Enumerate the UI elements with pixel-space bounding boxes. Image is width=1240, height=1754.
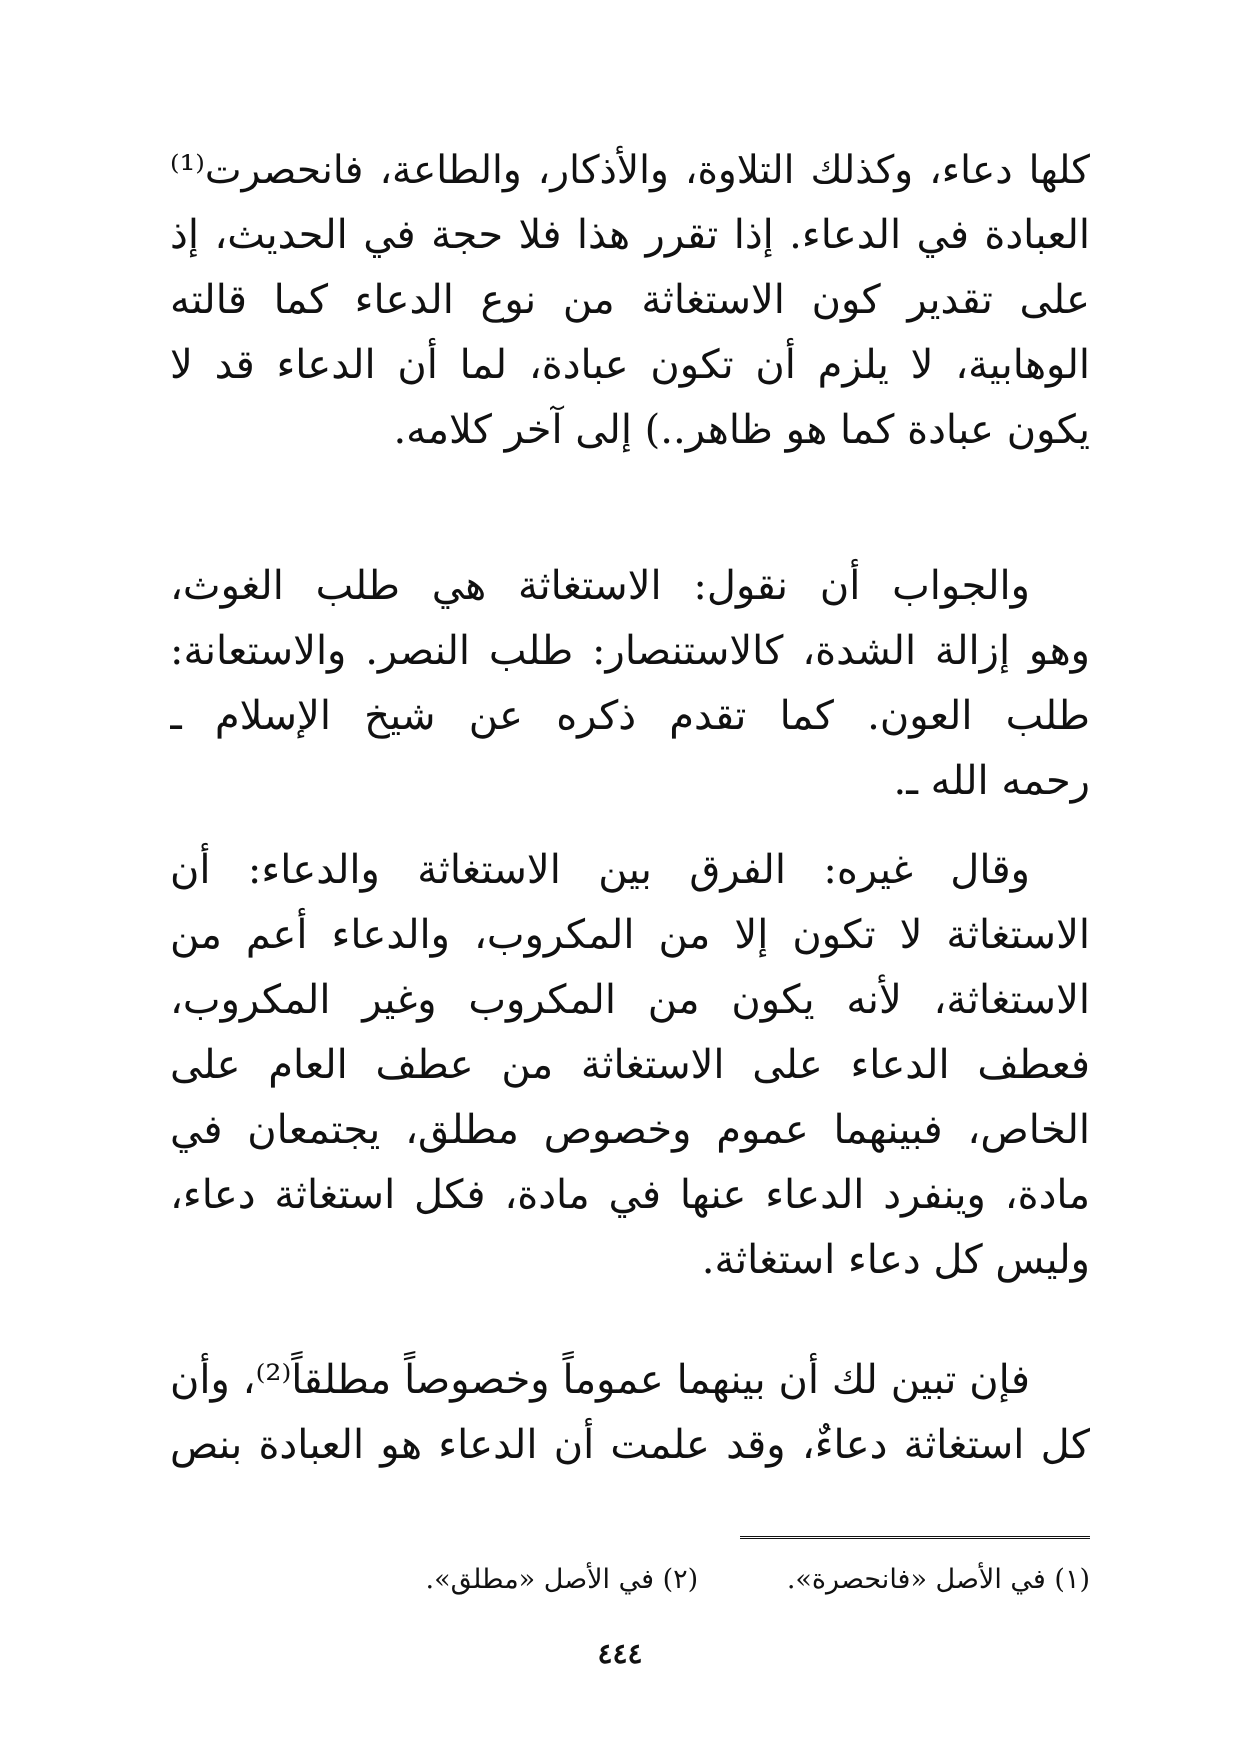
text-line: كل استغاثة دعاءٌ، وقد علمت أن الدعاء هو العبادة بنص (170, 1422, 1090, 1468)
text-line: الوهابية، لا يلزم أن تكون عبادة، لما أن الدعاء قد لا (170, 342, 1090, 388)
text-line: العبادة في الدعاء. إذا تقرر هذا فلا حجة في الحديث، إذ (170, 212, 1090, 258)
page-number: ٤٤٤ (597, 1637, 643, 1670)
footnote-2: (٢) في الأصل «مطلق». (425, 1564, 699, 1595)
text-line: رحمه الله ـ. (893, 758, 1090, 804)
text-line: والجواب أن نقول: الاستغاثة هي طلب الغوث، (170, 563, 1030, 609)
text-line: الاستغاثة لا تكون إلا من المكروب، والدعاء أعم من (170, 912, 1090, 958)
text-line: مادة، وينفرد الدعاء عنها في مادة، فكل استغاثة دعاء، (170, 1172, 1090, 1218)
text-line: طلب العون. كما تقدم ذكره عن شيخ الإسلام ـ (170, 693, 1090, 739)
text-line: فإن تبين لك أن بينهما عموماً وخصوصاً مطلقاً⁽²⁾، وأن (170, 1357, 1030, 1403)
footnote-1: (١) في الأصل «فانحصرة». (786, 1564, 1090, 1595)
text-line: وقال غيره: الفرق بين الاستغاثة والدعاء: أن (170, 847, 1030, 893)
paragraph-4 (170, 1348, 1090, 1478)
text-line: وهو إزالة الشدة، كالاستنصار: طلب النصر. والاستعانة: (170, 628, 1090, 674)
footnote-divider (740, 1536, 1090, 1539)
text-line: يكون عبادة كما هو ظاهر..) إلى آخر كلامه. (393, 407, 1090, 453)
text-line: فعطف الدعاء على الاستغاثة من عطف العام على (170, 1042, 1090, 1088)
paragraph-3 (170, 838, 1090, 1293)
text-line: كلها دعاء، وكذلك التلاوة، والأذكار، والطاعة، فانحصرت⁽¹⁾ (170, 148, 1090, 193)
text-line: وليس كل دعاء استغاثة. (701, 1237, 1090, 1283)
paragraph-2 (170, 554, 1090, 814)
text-line: على تقدير كون الاستغاثة من نوع الدعاء كما قالته (170, 277, 1090, 323)
paragraph-1 (170, 138, 1090, 463)
text-line: الاستغاثة، لأنه يكون من المكروب وغير المكروب، (170, 977, 1090, 1023)
footnotes (300, 1560, 1090, 1600)
text-line: الخاص، فبينهما عموم وخصوص مطلق، يجتمعان في (170, 1107, 1090, 1153)
